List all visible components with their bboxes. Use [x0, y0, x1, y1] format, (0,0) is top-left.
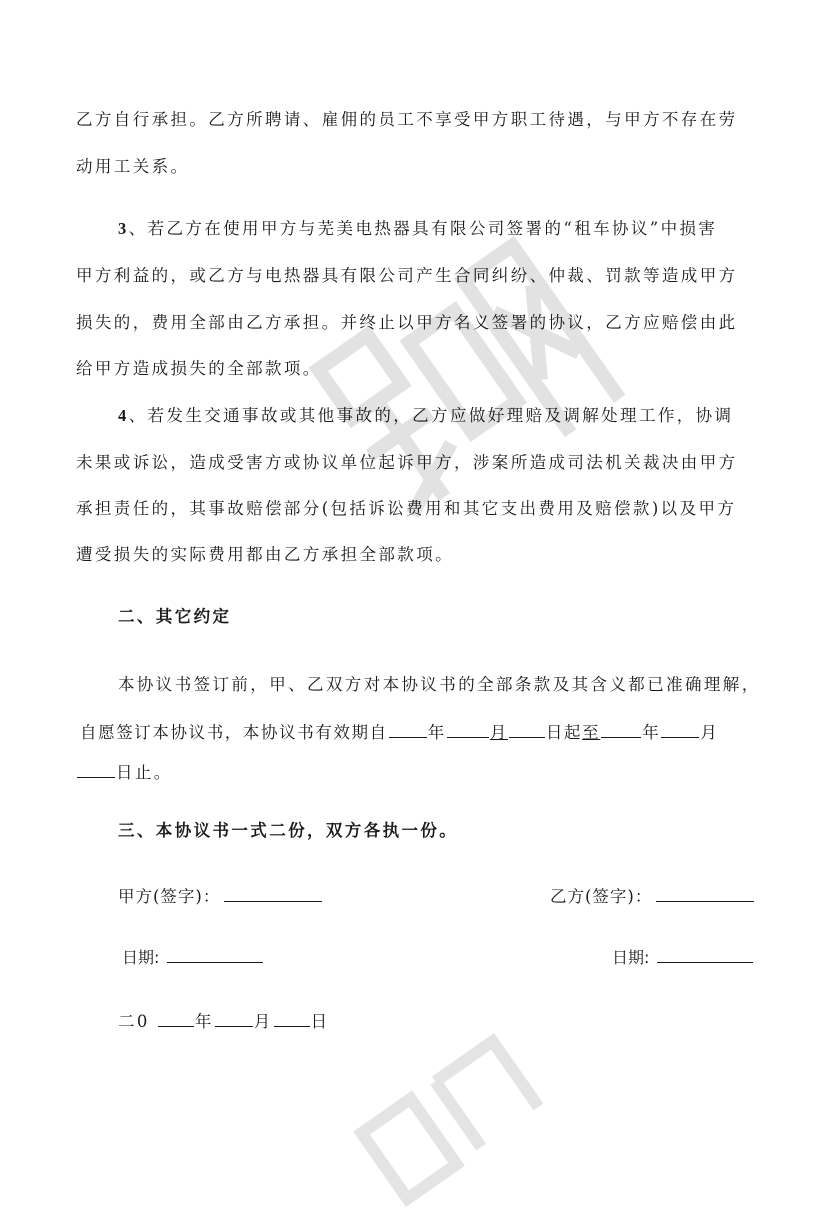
- blank-field[interactable]: [509, 719, 545, 738]
- party-b-signature: [550, 883, 790, 909]
- date-b-label: 日期:: [612, 948, 650, 967]
- end-text: 日止。: [116, 763, 173, 782]
- paragraph-line: 给甲方造成损失的全部款项。: [76, 359, 322, 378]
- date-b-field[interactable]: [657, 944, 753, 963]
- clause-text: 、若发生交通事故或其他事故的，乙方应做好理赔及调解处理工作，协调: [128, 406, 734, 425]
- party-b-label: 乙方(签字)：: [550, 887, 653, 906]
- month-label: 月: [489, 723, 508, 742]
- blank-field[interactable]: [661, 719, 699, 738]
- to-label: 至: [582, 723, 601, 742]
- party-a-signature-field[interactable]: [224, 883, 322, 902]
- day-label: 日: [310, 1012, 330, 1031]
- date-a-row: [122, 944, 322, 970]
- section-heading: 二、其它约定: [118, 607, 232, 626]
- paragraph-line: 未果或诉讼，造成受害方或协议单位起诉甲方，涉案所造成司法机关裁决由甲方: [76, 453, 738, 472]
- clause-3-line: [118, 217, 808, 241]
- paragraph-line: 遭受损失的实际费用都由乙方承担全部款项。: [76, 545, 454, 564]
- date-a-label: 日期:: [122, 948, 160, 967]
- blank-field[interactable]: [389, 719, 427, 738]
- month-label: 月: [700, 723, 719, 742]
- blank-field[interactable]: [274, 1008, 310, 1027]
- blank-field[interactable]: [215, 1008, 253, 1027]
- party-a-signature: [118, 883, 358, 909]
- date-b-row: [612, 944, 782, 970]
- blank-field[interactable]: [77, 759, 115, 778]
- day-label: 日起: [545, 723, 583, 742]
- validity-end-line: [76, 759, 766, 785]
- month-label: 月: [253, 1012, 273, 1031]
- blank-field[interactable]: [601, 719, 641, 738]
- watermark-mark: [334, 1013, 567, 1226]
- clause-4-line: [118, 404, 808, 428]
- section-heading: 三、本协议书一式二份，双方各执一份。: [118, 821, 459, 840]
- party-b-signature-field[interactable]: [656, 883, 754, 902]
- validity-text: 自愿签订本协议书，本协议书有效期自: [80, 723, 388, 742]
- paragraph-line: 损失的，费用全部由乙方承担。并终止以甲方名义签署的协议，乙方应赔偿由此: [76, 313, 738, 332]
- paragraph-line: 动用工关系。: [76, 157, 190, 176]
- year-label: 年: [642, 723, 661, 742]
- clause-text: 、若乙方在使用甲方与芜美电热器具有限公司签署的“租车协议”中损害: [128, 219, 718, 238]
- blank-field[interactable]: [447, 719, 489, 738]
- date-a-field[interactable]: [167, 944, 263, 963]
- paragraph-line: 甲方利益的，或乙方与电热器具有限公司产生合同纠纷、仲裁、罚款等造成甲方: [76, 266, 738, 285]
- clause-number: 4: [118, 406, 129, 425]
- paragraph-line: 乙方自行承担。乙方所聘请、雇佣的员工不享受甲方职工待遇，与甲方不存在劳: [76, 110, 738, 129]
- year-label: 年: [194, 1012, 214, 1031]
- year-label: 年: [427, 723, 446, 742]
- party-a-label: 甲方(签字)：: [118, 887, 221, 906]
- blank-field[interactable]: [158, 1008, 194, 1027]
- final-date-row: [118, 1008, 418, 1034]
- paragraph-line: 本协议书签订前，甲、乙双方对本协议书的全部条款及其含义都已准确理解，: [118, 675, 761, 694]
- validity-line: [80, 719, 770, 745]
- paragraph-line: 承担责任的，其事故赔偿部分(包括诉讼费用和其它支出费用及赔偿款)以及甲方: [76, 499, 737, 518]
- date-prefix: 二0: [118, 1012, 150, 1031]
- clause-number: 3: [118, 219, 129, 238]
